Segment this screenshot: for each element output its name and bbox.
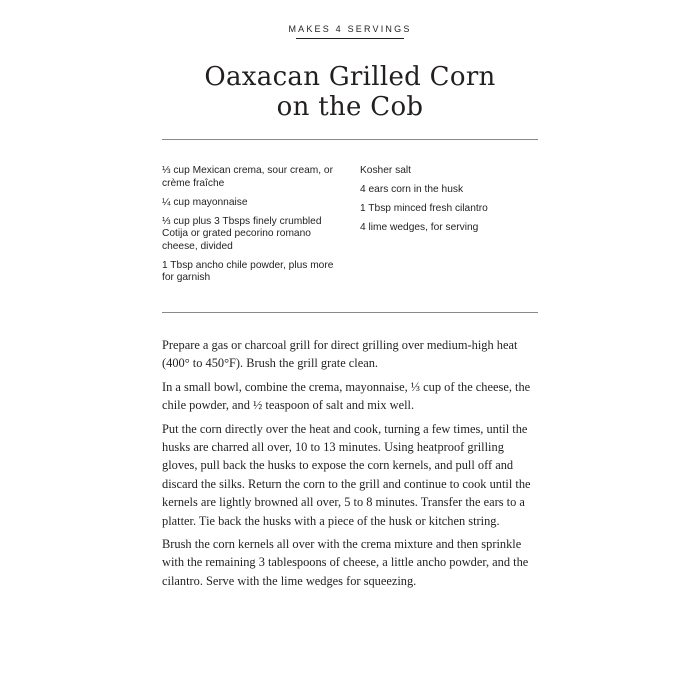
ingredient-item: 4 lime wedges, for serving: [360, 221, 479, 233]
ingredient-item: 1 Tbsp minced fresh cilantro: [360, 202, 488, 214]
ingredient-item: ¼ cup mayonnaise: [162, 196, 248, 208]
ingredient-item: 1 Tbsp ancho chile powder, plus more for garnish: [162, 259, 334, 284]
ingredients-column-left: [162, 165, 342, 291]
recipe-title: [0, 62, 700, 122]
method-paragraph: Brush the corn kernels all over with the crema mixture and then sprinkle with the remaining 3 tablespoons of cheese, a little ancho powder, and the cilantro. Serve with the lime wedges for squeezing.: [162, 537, 529, 588]
ingredient-item: ⅓ cup Mexican crema, sour cream, or crème fraîche: [162, 165, 333, 189]
recipe-title-line-1: Oaxacan Grilled Corn: [204, 62, 496, 92]
method-paragraph: Prepare a gas or charcoal grill for direct grilling over medium-high heat (400° to 450°F). Brush the grill grate clean.: [162, 338, 518, 371]
ingredient-item: 4 ears corn in the husk: [360, 183, 464, 195]
divider-top: [162, 139, 538, 140]
method-steps: [162, 336, 542, 595]
recipe-title-line-2: on the Cob: [276, 92, 424, 122]
servings-label: MAKES 4 SERVINGS: [288, 24, 412, 34]
divider-bottom: [162, 312, 538, 313]
ingredients-column-right: [360, 165, 540, 241]
method-paragraph: In a small bowl, combine the crema, mayonnaise, ⅓ cup of the cheese, the chile powder, and ½ teaspoon of salt and mix well.: [162, 379, 531, 413]
method-paragraph: Put the corn directly over the heat and cook, turning a few times, until the husks are charred all over, 10 to 13 minutes. Using heatproof grilling gloves, pull back the husks to expose the corn kernels, and pull off and discard the silks. Return the corn to the grill and continue to cook until the kernels are lightly browned all over, 5 to 8 minutes. Transfer the ears to a platter. Tie back the husks with a piece of the husk or kitchen string.: [162, 421, 531, 528]
ingredient-item: Kosher salt: [360, 165, 411, 176]
ingredient-item: ⅓ cup plus 3 Tbsps finely crumbled Cotija or grated pecorino romano cheese, divided: [162, 215, 322, 252]
servings-underline: [296, 38, 404, 39]
